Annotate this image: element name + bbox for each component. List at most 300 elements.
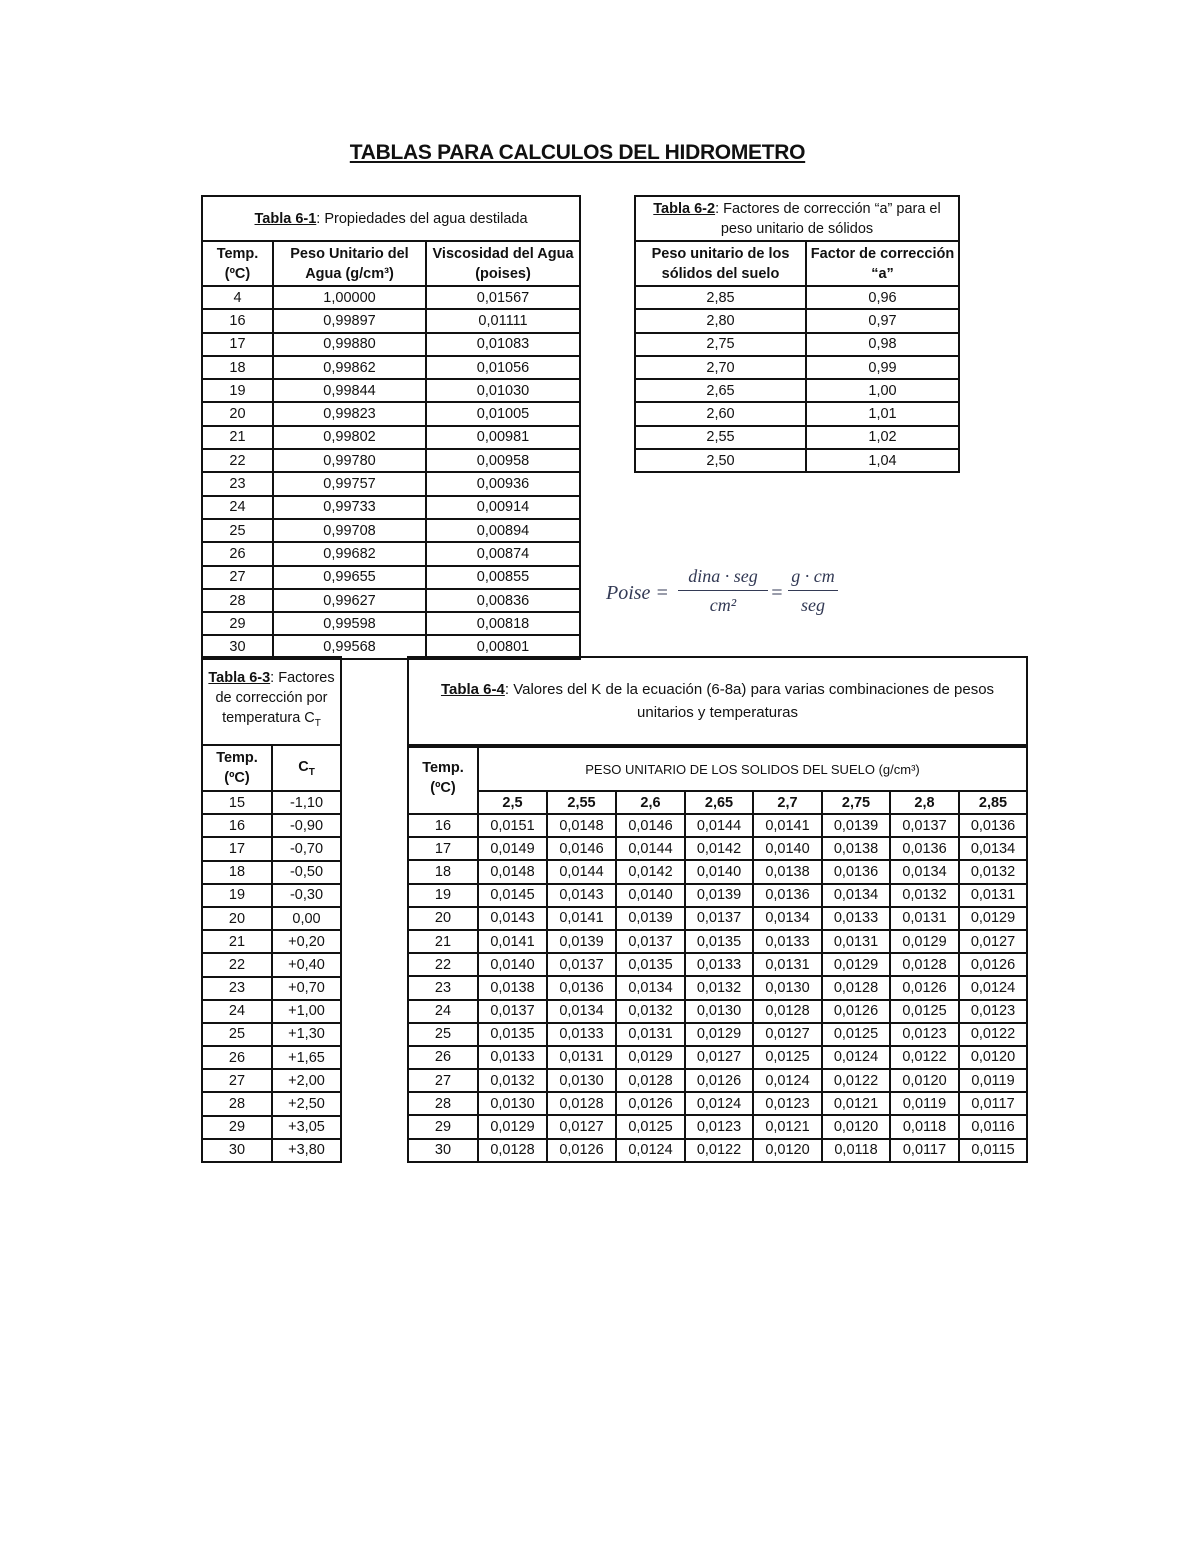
- table-cell: 0,0127: [547, 1115, 616, 1138]
- table-cell: 0,00914: [426, 496, 580, 519]
- table-row: [202, 953, 341, 976]
- table-cell: 0,0139: [616, 907, 685, 930]
- table-cell: 0,0133: [478, 1046, 547, 1069]
- table-row: [202, 519, 580, 542]
- table-cell: +0,20: [272, 930, 341, 953]
- table-cell: 0,99897: [273, 309, 426, 332]
- table-cell: 0,0123: [959, 1000, 1027, 1023]
- table-cell: 0,0135: [616, 953, 685, 976]
- table-cell: 0,0129: [959, 907, 1027, 930]
- table-row: [202, 1092, 341, 1115]
- table-cell: 0,0137: [478, 1000, 547, 1023]
- table-cell: 0,0146: [616, 814, 685, 837]
- table-row: [202, 884, 341, 907]
- table-cell: 0,0122: [822, 1069, 890, 1092]
- table-cell: +2,00: [272, 1069, 341, 1092]
- table-cell: 0,0136: [890, 837, 959, 860]
- table-cell: 0,0149: [478, 837, 547, 860]
- table-cell: 19: [408, 884, 478, 907]
- table-cell: +0,70: [272, 977, 341, 1000]
- table-cell: 0,01030: [426, 379, 580, 402]
- table-cell: 24: [202, 496, 273, 519]
- table-cell: 0,99598: [273, 612, 426, 635]
- column-header: 2,6: [616, 791, 685, 814]
- table-cell: 0,0125: [822, 1023, 890, 1046]
- table-cell: 0,0128: [890, 953, 959, 976]
- page-title: TABLAS PARA CALCULOS DEL HIDROMETRO: [349, 141, 806, 164]
- table-cell: 0,0123: [685, 1115, 753, 1138]
- table-k-values: [407, 656, 1028, 1163]
- table-cell: 0,0136: [959, 814, 1027, 837]
- table-row: [202, 1000, 341, 1023]
- table-cell: 0,0148: [547, 814, 616, 837]
- table-cell: 2,65: [635, 379, 806, 402]
- table-cell: 2,75: [635, 333, 806, 356]
- table-ref: Tabla 6-2: [653, 200, 716, 217]
- table-cell: 0,0129: [478, 1115, 547, 1138]
- table-cell: 0,0132: [616, 1000, 685, 1023]
- table-cell: 0,0138: [753, 860, 822, 883]
- table-cell: 0,0119: [890, 1092, 959, 1115]
- table-cell: 30: [408, 1139, 478, 1162]
- table-cell: 0,0130: [685, 1000, 753, 1023]
- table-row: [635, 356, 959, 379]
- table-cell: 0,0132: [685, 976, 753, 999]
- table-cell: 30: [202, 1139, 272, 1162]
- table-row: [635, 449, 959, 472]
- column-header: Temp. (ºC): [408, 747, 478, 814]
- table-cell: 0,0128: [822, 976, 890, 999]
- table-cell: 0,0142: [616, 860, 685, 883]
- table-cell: 0,0130: [753, 976, 822, 999]
- table-cell: +1,00: [272, 1000, 341, 1023]
- table-cell: 0,0135: [478, 1023, 547, 1046]
- table-cell: 0,0126: [685, 1069, 753, 1092]
- table-row: [202, 977, 341, 1000]
- table-cell: 0,0141: [547, 907, 616, 930]
- column-header: Viscosidad del Agua (poises): [426, 241, 580, 286]
- column-header: 2,8: [890, 791, 959, 814]
- table-cell: 0,0144: [685, 814, 753, 837]
- table-cell: 0,01111: [426, 309, 580, 332]
- column-header: [272, 745, 341, 791]
- table-cell: 0,0141: [753, 814, 822, 837]
- table-ref: Tabla 6-1: [254, 210, 317, 227]
- table-caption-text: : Factores de corrección por temperatura C: [215, 670, 335, 727]
- table-row: [202, 449, 580, 472]
- table-cell: 27: [408, 1069, 478, 1092]
- table-cell: 0,00: [272, 907, 341, 930]
- column-header: 2,5: [478, 791, 547, 814]
- table-row: [408, 1115, 1027, 1138]
- table-cell: 0,0126: [547, 1139, 616, 1162]
- table-cell: +2,50: [272, 1092, 341, 1115]
- table-cell: 23: [202, 472, 273, 495]
- table-row: [202, 837, 341, 860]
- table-cell: -0,90: [272, 814, 341, 837]
- table-cell: 0,0128: [616, 1069, 685, 1092]
- table-cell: 0,01083: [426, 333, 580, 356]
- table-cell: 22: [202, 449, 273, 472]
- table-caption: [635, 196, 959, 241]
- table-cell: 0,0133: [753, 930, 822, 953]
- table-cell: 0,0134: [890, 860, 959, 883]
- table-cell: 0,0118: [890, 1115, 959, 1138]
- table-cell: 25: [202, 519, 273, 542]
- table-row: [635, 426, 959, 449]
- table-cell: 0,00981: [426, 426, 580, 449]
- table-cell: 0,0120: [890, 1069, 959, 1092]
- table-cell: 0,0115: [959, 1139, 1027, 1162]
- table-cell: 21: [408, 930, 478, 953]
- table-cell: 28: [202, 589, 273, 612]
- table-cell: 0,0129: [685, 1023, 753, 1046]
- table-cell: 18: [202, 356, 273, 379]
- table-cell: 26: [202, 542, 273, 565]
- table-cell: 20: [202, 907, 272, 930]
- table-cell: 0,0138: [822, 837, 890, 860]
- table-cell: 2,70: [635, 356, 806, 379]
- table-row: [202, 861, 341, 884]
- table-cell: 0,0143: [478, 907, 547, 930]
- table-row: [408, 814, 1027, 837]
- table-cell: 0,01567: [426, 286, 580, 309]
- table-cell: 0,0117: [890, 1139, 959, 1162]
- table-cell: 0,0133: [547, 1023, 616, 1046]
- table-cell: 0,0140: [685, 860, 753, 883]
- table-ref: Tabla 6-4: [440, 681, 505, 698]
- column-header: 2,85: [959, 791, 1027, 814]
- table-row: [408, 976, 1027, 999]
- table-cell: 0,0129: [616, 1046, 685, 1069]
- table-row: [202, 333, 580, 356]
- table-caption: [202, 657, 341, 745]
- column-header: 2,65: [685, 791, 753, 814]
- table-row: [202, 589, 580, 612]
- table-cell: 0,0139: [547, 930, 616, 953]
- table-cell: 0,0125: [753, 1046, 822, 1069]
- table-cell: 1,04: [806, 449, 959, 472]
- table-cell: 0,0124: [616, 1139, 685, 1162]
- table-cell: 0,0133: [685, 953, 753, 976]
- table-cell: 20: [408, 907, 478, 930]
- table-cell: 29: [408, 1115, 478, 1138]
- table-caption-text: : Valores del K de la ecuación (6-8a) para varias combinaciones de pesos unitarios y temperaturas: [504, 681, 995, 721]
- table-cell: 0,0120: [753, 1139, 822, 1162]
- table-cell: 0,0131: [890, 907, 959, 930]
- table-cell: 29: [202, 1116, 272, 1139]
- table-cell: 16: [202, 309, 273, 332]
- table-cell: 0,0137: [685, 907, 753, 930]
- table-cell: 0,0132: [959, 860, 1027, 883]
- table-cell: 15: [202, 791, 272, 814]
- table-cell: 16: [408, 814, 478, 837]
- table-caption: [202, 196, 580, 241]
- formula-fraction-1: [678, 566, 768, 616]
- table-row: [202, 309, 580, 332]
- table-row: [202, 402, 580, 425]
- table-caption-text: : Propiedades del agua destilada: [316, 210, 528, 227]
- table-cell: 0,0139: [822, 814, 890, 837]
- table-water-properties: [201, 195, 581, 660]
- table-cell: 0,99862: [273, 356, 426, 379]
- table-cell: 0,99682: [273, 542, 426, 565]
- table-cell: 0,0128: [547, 1092, 616, 1115]
- header-subscript: T: [308, 766, 315, 778]
- table-cell: 0,99733: [273, 496, 426, 519]
- table-cell: 0,0143: [547, 884, 616, 907]
- table-cell: 0,0136: [822, 860, 890, 883]
- table-row: [408, 837, 1027, 860]
- table-row: [408, 1000, 1027, 1023]
- table-cell: 0,0144: [547, 860, 616, 883]
- table-cell: 0,0129: [822, 953, 890, 976]
- table-row: [202, 930, 341, 953]
- table-cell: 0,0135: [685, 930, 753, 953]
- table-cell: 0,0141: [478, 930, 547, 953]
- table-cell: 0,0126: [822, 1000, 890, 1023]
- table-cell: 0,0134: [822, 884, 890, 907]
- table-cell: 0,0139: [685, 884, 753, 907]
- table-cell: 0,0124: [685, 1092, 753, 1115]
- table-cell: 0,99844: [273, 379, 426, 402]
- table-cell: 0,0118: [822, 1139, 890, 1162]
- table-cell: 29: [202, 612, 273, 635]
- table-row: [202, 542, 580, 565]
- table-cell: 1,00000: [273, 286, 426, 309]
- table-cell: 0,01005: [426, 402, 580, 425]
- table-cell: 0,0132: [890, 884, 959, 907]
- table-row: [202, 496, 580, 519]
- table-row: [408, 1069, 1027, 1092]
- table-row: [202, 814, 341, 837]
- table-cell: 16: [202, 814, 272, 837]
- table-cell: 0,0151: [478, 814, 547, 837]
- table-cell: 0,0120: [822, 1115, 890, 1138]
- table-cell: 0,0124: [753, 1069, 822, 1092]
- table-cell: 0,0140: [478, 953, 547, 976]
- table-row: [202, 426, 580, 449]
- table-cell: 0,0128: [753, 1000, 822, 1023]
- formula-equals: =: [770, 582, 784, 604]
- table-cell: 26: [408, 1046, 478, 1069]
- table-cell: 0,99880: [273, 333, 426, 356]
- table-cell: 0,0133: [822, 907, 890, 930]
- table-row: [202, 566, 580, 589]
- table-cell: 0,0131: [822, 930, 890, 953]
- table-cell: 0,0122: [959, 1023, 1027, 1046]
- table-row: [408, 884, 1027, 907]
- table-cell: 1,01: [806, 402, 959, 425]
- column-header: 2,55: [547, 791, 616, 814]
- table-cell: 21: [202, 426, 273, 449]
- table-caption: [408, 657, 1027, 745]
- table-cell: 19: [202, 379, 273, 402]
- table-row: [202, 1046, 341, 1069]
- table-cell: 0,0116: [959, 1115, 1027, 1138]
- table-cell: 0,97: [806, 309, 959, 332]
- table-row: [408, 953, 1027, 976]
- table-cell: 25: [202, 1023, 272, 1046]
- table-cell: 18: [202, 861, 272, 884]
- table-cell: 0,0127: [753, 1023, 822, 1046]
- table-caption-text: : Factores de corrección “a” para el peso unitario de sólidos: [715, 200, 941, 237]
- formula-numerator: g · cm: [788, 566, 838, 591]
- table-row: [202, 379, 580, 402]
- table-cell: -0,70: [272, 837, 341, 860]
- table-cell: 0,0124: [959, 976, 1027, 999]
- table-cell: 0,96: [806, 286, 959, 309]
- table-cell: 0,0140: [753, 837, 822, 860]
- table-cell: 0,00855: [426, 566, 580, 589]
- table-cell: 1,00: [806, 379, 959, 402]
- table-cell: 0,0127: [685, 1046, 753, 1069]
- table-row: [635, 379, 959, 402]
- table-cell: +1,65: [272, 1046, 341, 1069]
- formula-denominator: cm²: [709, 595, 737, 615]
- table-cell: 0,0124: [822, 1046, 890, 1069]
- table-cell: 2,60: [635, 402, 806, 425]
- table-cell: 0,99802: [273, 426, 426, 449]
- table-cell: 0,0142: [685, 837, 753, 860]
- table-row: [202, 1116, 341, 1139]
- table-row: [202, 1069, 341, 1092]
- table-cell: 0,0123: [890, 1023, 959, 1046]
- table-cell: 2,55: [635, 426, 806, 449]
- table-cell: 0,0126: [616, 1092, 685, 1115]
- table-cell: 0,0131: [616, 1023, 685, 1046]
- table-cell: 0,0126: [959, 953, 1027, 976]
- table-cell: 24: [408, 1000, 478, 1023]
- column-header: Factor de corrección “a”: [806, 241, 959, 286]
- table-cell: -0,30: [272, 884, 341, 907]
- table-cell: -1,10: [272, 791, 341, 814]
- table-cell: 0,0122: [890, 1046, 959, 1069]
- formula-numerator: dina · seg: [678, 566, 768, 591]
- table-cell: 0,0126: [890, 976, 959, 999]
- table-cell: 2,80: [635, 309, 806, 332]
- table-row: [635, 309, 959, 332]
- table-cell: 21: [202, 930, 272, 953]
- table-cell: 0,0146: [547, 837, 616, 860]
- table-cell: 0,0134: [616, 976, 685, 999]
- table-cell: 0,0137: [547, 953, 616, 976]
- table-cell: 0,0140: [616, 884, 685, 907]
- table-cell: 0,99708: [273, 519, 426, 542]
- column-header: 2,75: [822, 791, 890, 814]
- table-cell: 30: [202, 635, 273, 658]
- table-cell: 2,50: [635, 449, 806, 472]
- column-header: 2,7: [753, 791, 822, 814]
- column-header: Peso unitario de los sólidos del suelo: [635, 241, 806, 286]
- table-cell: 22: [408, 953, 478, 976]
- table-cell: 0,00894: [426, 519, 580, 542]
- table-cell: 0,0136: [753, 884, 822, 907]
- table-temperature-correction: [201, 656, 342, 1163]
- table-cell: 0,0134: [959, 837, 1027, 860]
- table-cell: 28: [202, 1092, 272, 1115]
- table-cell: 0,0148: [478, 860, 547, 883]
- table-cell: +1,30: [272, 1023, 341, 1046]
- caption-subscript: T: [314, 717, 321, 729]
- table-cell: 0,99568: [273, 635, 426, 658]
- table-cell: 28: [408, 1092, 478, 1115]
- table-cell: 0,99780: [273, 449, 426, 472]
- table-cell: +3,05: [272, 1116, 341, 1139]
- table-cell: 0,00958: [426, 449, 580, 472]
- table-correction-factor-a: [634, 195, 960, 473]
- table-cell: 0,99: [806, 356, 959, 379]
- table-cell: 4: [202, 286, 273, 309]
- table-cell: 0,0129: [890, 930, 959, 953]
- table-cell: 0,0130: [547, 1069, 616, 1092]
- table-row: [408, 1046, 1027, 1069]
- table-cell: 0,0145: [478, 884, 547, 907]
- table-cell: 2,85: [635, 286, 806, 309]
- table-cell: 23: [408, 976, 478, 999]
- table-cell: 0,0119: [959, 1069, 1027, 1092]
- table-cell: +3,80: [272, 1139, 341, 1162]
- column-header-text: C: [298, 758, 309, 775]
- column-header: Temp. (ºC): [202, 241, 273, 286]
- table-cell: 19: [202, 884, 272, 907]
- table-cell: 0,0122: [685, 1139, 753, 1162]
- formula-fraction-2: [788, 566, 838, 616]
- table-cell: 0,00936: [426, 472, 580, 495]
- column-header: Peso Unitario del Agua (g/cm³): [273, 241, 426, 286]
- table-cell: 27: [202, 566, 273, 589]
- table-row: [202, 356, 580, 379]
- table-row: [202, 612, 580, 635]
- table-cell: 0,0136: [547, 976, 616, 999]
- group-header: PESO UNITARIO DE LOS SOLIDOS DEL SUELO (g/cm³): [478, 747, 1027, 791]
- table-cell: 0,0120: [959, 1046, 1027, 1069]
- table-cell: 0,0125: [616, 1115, 685, 1138]
- table-cell: 0,0132: [478, 1069, 547, 1092]
- table-cell: 0,0121: [753, 1115, 822, 1138]
- table-row: [408, 1092, 1027, 1115]
- table-cell: 0,00801: [426, 635, 580, 658]
- table-row: [635, 402, 959, 425]
- table-cell: 0,00818: [426, 612, 580, 635]
- table-row: [635, 333, 959, 356]
- table-row: [202, 286, 580, 309]
- table-row: [202, 791, 341, 814]
- table-row: [408, 1023, 1027, 1046]
- table-cell: 0,00836: [426, 589, 580, 612]
- table-cell: 0,0121: [822, 1092, 890, 1115]
- table-cell: 0,99655: [273, 566, 426, 589]
- table-cell: 20: [202, 402, 273, 425]
- table-cell: 0,0127: [959, 930, 1027, 953]
- table-cell: 0,0137: [616, 930, 685, 953]
- table-row: [202, 907, 341, 930]
- table-cell: 0,0134: [547, 1000, 616, 1023]
- table-cell: 27: [202, 1069, 272, 1092]
- formula-lhs: Poise =: [606, 582, 669, 604]
- table-cell: 0,99757: [273, 472, 426, 495]
- table-cell: 24: [202, 1000, 272, 1023]
- table-cell: 0,0144: [616, 837, 685, 860]
- table-row: [202, 1023, 341, 1046]
- table-cell: 0,0131: [547, 1046, 616, 1069]
- formula-denominator: seg: [801, 595, 825, 615]
- table-cell: 0,0138: [478, 976, 547, 999]
- table-cell: 0,0137: [890, 814, 959, 837]
- table-cell: 1,02: [806, 426, 959, 449]
- table-cell: 18: [408, 860, 478, 883]
- table-cell: 0,0125: [890, 1000, 959, 1023]
